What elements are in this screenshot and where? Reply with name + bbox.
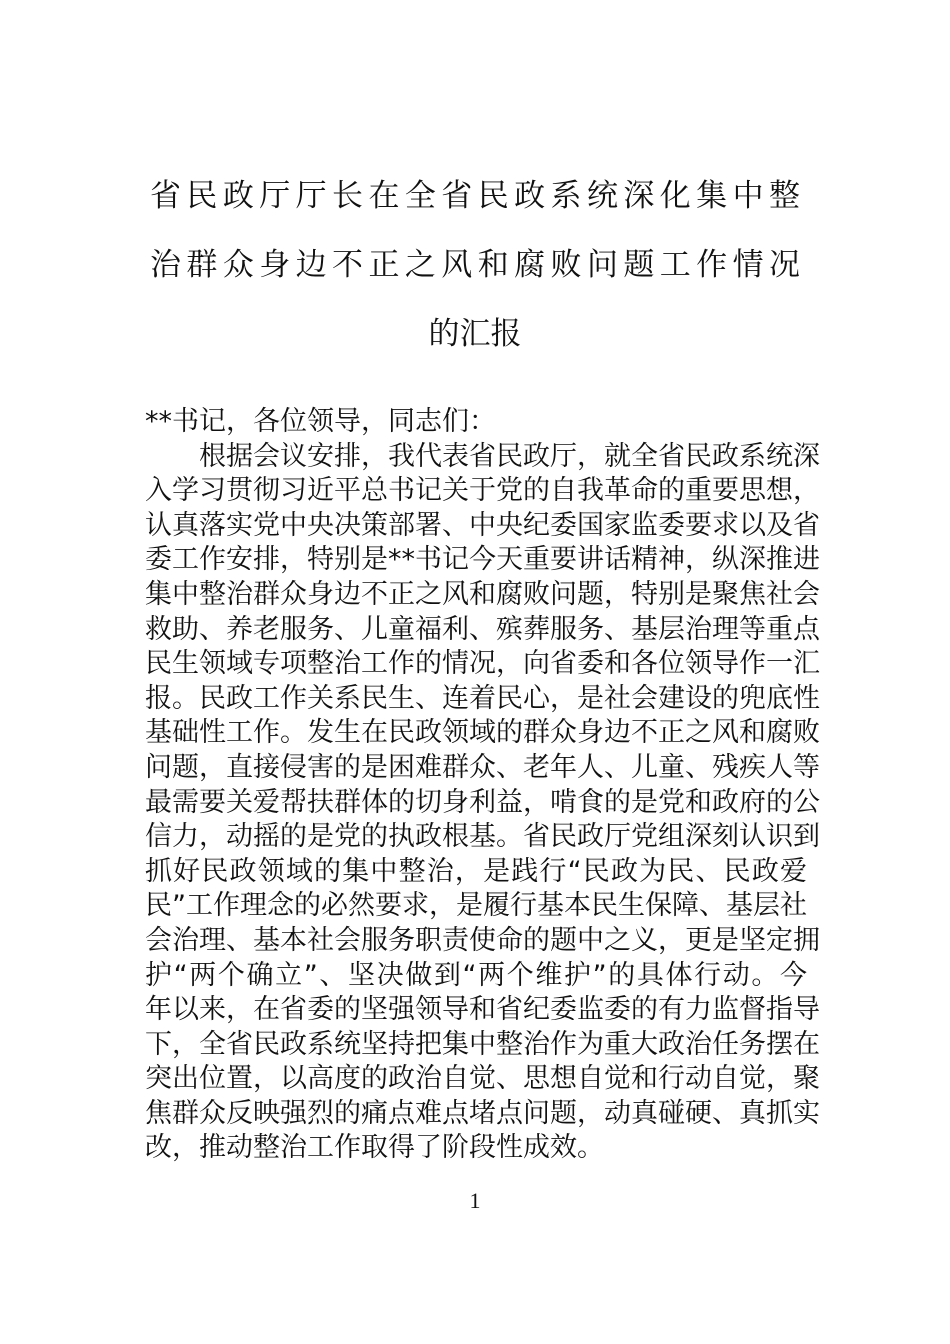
title-line: 治群众身边不正之风和腐败问题工作情况: [150, 247, 800, 283]
body-line: 根据会议安排，我代表省民政厅，就全省民政系统深: [145, 440, 820, 472]
body-line: 改，推动整治工作取得了阶段性成效。: [145, 1132, 604, 1164]
body-line: 基础性工作。发生在民政领域的群众身边不正之风和腐败: [145, 717, 820, 749]
body-line: 救助、养老服务、儿童福利、殡葬服务、基层治理等重点: [145, 613, 820, 645]
title-line: 省民政厅厅长在全省民政系统深化集中整: [150, 178, 800, 214]
body-line: 最需要关爱帮扶群体的切身利益，啃食的是党和政府的公: [145, 786, 820, 818]
body-line: 报。民政工作关系民生、连着民心，是社会建设的兜底性: [145, 682, 820, 714]
body-line: 信力，动摇的是党的执政根基。省民政厅党组深刻认识到: [145, 821, 820, 853]
body-line: 入学习贯彻习近平总书记关于党的自我革命的重要思想，: [145, 475, 820, 507]
page-number: 1: [469, 1188, 481, 1213]
body-line: 问题，直接侵害的是困难群众、老年人、儿童、残疾人等: [145, 751, 820, 783]
body-line: 焦群众反映强烈的痛点难点堵点问题，动真碰硬、真抓实: [145, 1097, 820, 1129]
document-body: [145, 405, 820, 1166]
body-line: 民”工作理念的必然要求，是履行基本民生保障、基层社: [145, 890, 807, 922]
body-line: 抓好民政领域的集中整治，是践行“民政为民、民政爱: [145, 855, 807, 887]
document-title: [150, 165, 800, 372]
salutation: **书记，各位领导，同志们：: [145, 406, 496, 437]
body-line: 民生领域专项整治工作的情况，向省委和各位领导作一汇: [145, 648, 820, 680]
body-line: 突出位置，以高度的政治自觉、思想自觉和行动自觉，聚: [145, 1063, 820, 1095]
body-line: 年以来，在省委的坚强领导和省纪委监委的有力监督指导: [145, 994, 820, 1026]
body-line: 护“两个确立”、坚决做到“两个维护”的具体行动。今: [145, 959, 807, 991]
body-line: 下，全省民政系统坚持把集中整治作为重大政治任务摆在: [145, 1028, 820, 1060]
body-line: 集中整治群众身边不正之风和腐败问题，特别是聚焦社会: [145, 578, 820, 610]
body-line: 委工作安排，特别是**书记今天重要讲话精神，纵深推进: [145, 544, 820, 576]
body-line: 认真落实党中央决策部署、中央纪委国家监委要求以及省: [145, 509, 820, 541]
body-line: 会治理、基本社会服务职责使命的题中之义，更是坚定拥: [145, 924, 820, 956]
title-line: 的汇报: [428, 316, 522, 352]
